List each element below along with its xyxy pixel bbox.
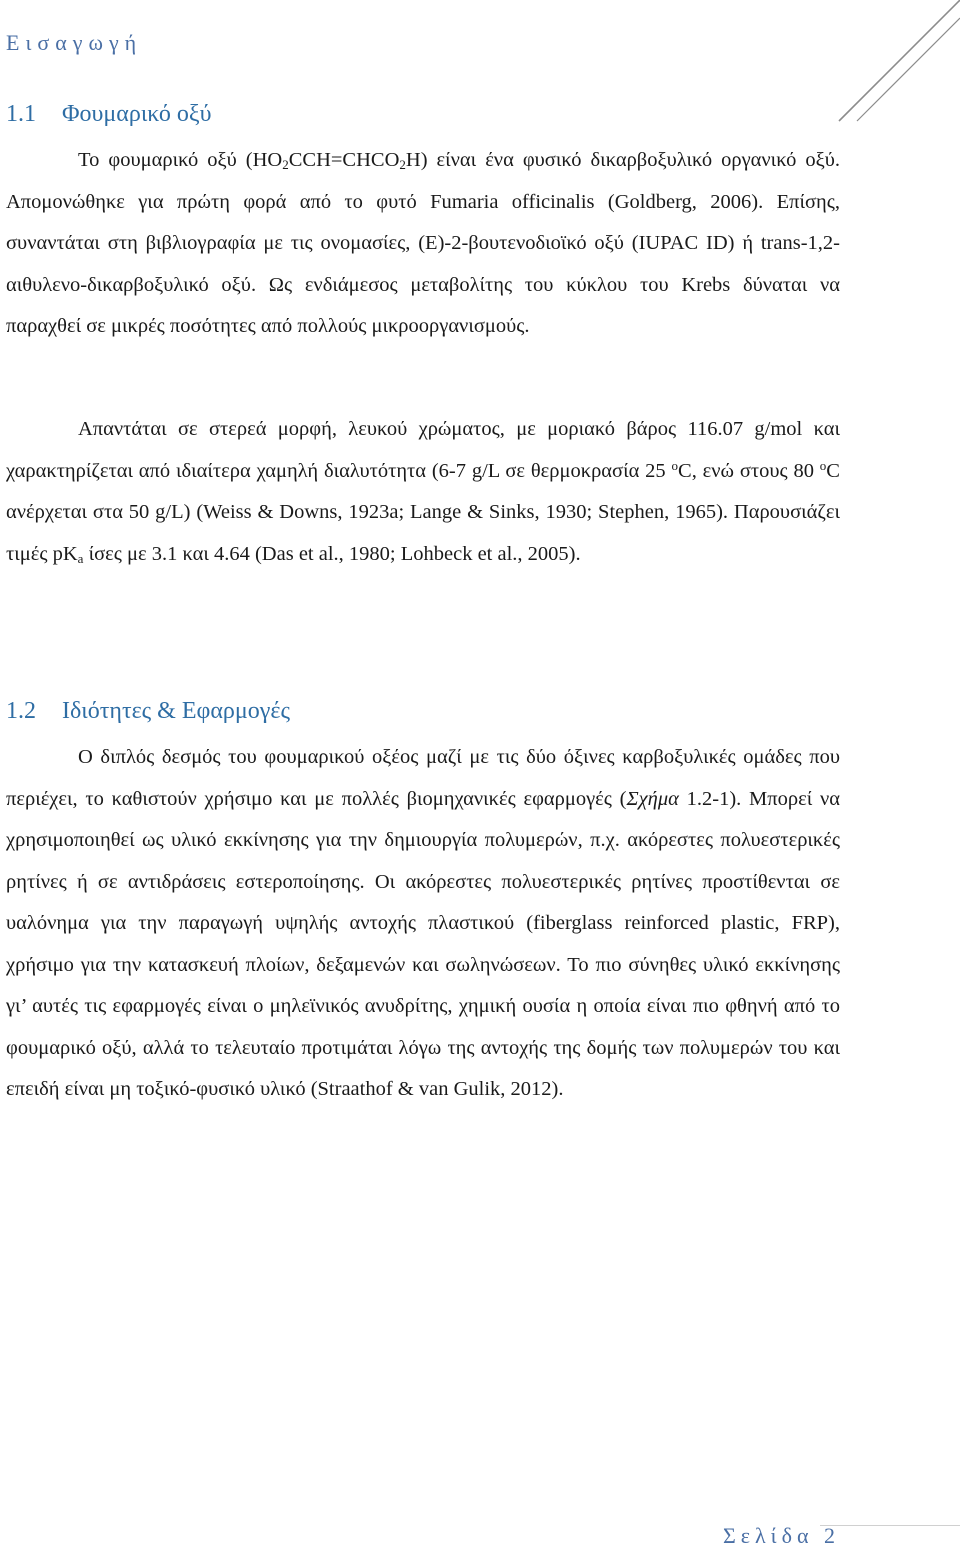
section-heading-1-2	[6, 698, 290, 725]
paragraph: Ο διπλός δεσμός του φουμαρικού οξέος μαζί με τις δύο όξινες καρβοξυλικές ομάδες που περιέχει, το καθιστούν χρήσιμο και με πολλές βιομηχανικές εφαρμογές (Σχήμα 1.2-1). Μπορεί να χρησιμοποιηθεί ως υλικό εκκίνησης για την δημιουργία πολυμερών, π.χ. ακόρεστες πολυεστερικές ρητίνες ή σε αντιδράσεις εστεροποίησης. Οι ακόρεστες πολυεστερικές ρητίνες προστίθενται σε υαλόνημα για την παραγωγή υψηλής αντοχής πλαστικού (fiberglass reinforced plastic, FRP), χρήσιμο για την κατασκευή πλοίων, δεξαμενών και σωληνώσεων. Το πιο σύνηθες υλικό εκκίνησης γι’ αυτές τις εφαρμογές είναι ο μηλεϊνικός ανυδρίτης, χημική ουσία η οποία είναι πιο φθηνή από το φουμαρικό οξύ, αλλά το τελευταίο προτιμάται λόγω της αντοχής της δομής των πολυμερών του και επειδή είναι μη τοξικό-φυσικό υλικό (Straathof & van Gulik, 2012).	[6, 746, 840, 1100]
paragraph: Απαντάται σε στερεά μορφή, λευκού χρώματος, με μοριακό βάρος 116.07 g/mol και χαρακτηρίζεται από ιδιαίτερα χαμηλή διαλυτότητα (6-7 g/L σε θερμοκρασία 25 $^o$C, ενώ στους 80 $^o$C ανέρχεται στα 50 g/L) (Weiss & Downs, 1923a; Lange & Sinks, 1930; Stephen, 1965). Παρουσιάζει τιμές $pK_a$ ίσες με 3.1 και 4.64 (Das et al., 1980; Lohbeck et al., 2005).	[6, 418, 840, 566]
section-title: Φουμαρικό οξύ	[62, 101, 212, 127]
section-number: 1.1	[6, 101, 36, 127]
section-heading-1-1	[6, 101, 211, 128]
page-number: Σελίδα 2	[722, 1523, 840, 1548]
section-number: 1.2	[6, 698, 36, 724]
section-title: Ιδιότητες & Εφαρμογές	[62, 698, 290, 724]
corner-decoration	[835, 0, 960, 125]
page-header-title: Εισαγωγή	[6, 30, 143, 55]
paragraph: Το φουμαρικό οξύ $(HO_2CCH=CHCO_2H)$ είναι ένα φυσικό δικαρβοξυλικό οργανικό οξύ. Απομονώθηκε για πρώτη φορά από το φυτό Fumaria officinalis (Goldberg, 2006). Επίσης, συναντάται στη βιβλιογραφία με τις ονομασίες, (E)-2-βουτενοδιοϊκό οξύ (IUPAC ID) ή trans-1,2-αιθυλενο-δικαρβοξυλικό οξύ. Ως ενδιάμεσος μεταβολίτης του κύκλου του Krebs δύναται να παραχθεί σε μικρές ποσότητες από πολλούς μικροοργανισμούς.	[6, 149, 840, 337]
footer-divider	[820, 1525, 960, 1526]
